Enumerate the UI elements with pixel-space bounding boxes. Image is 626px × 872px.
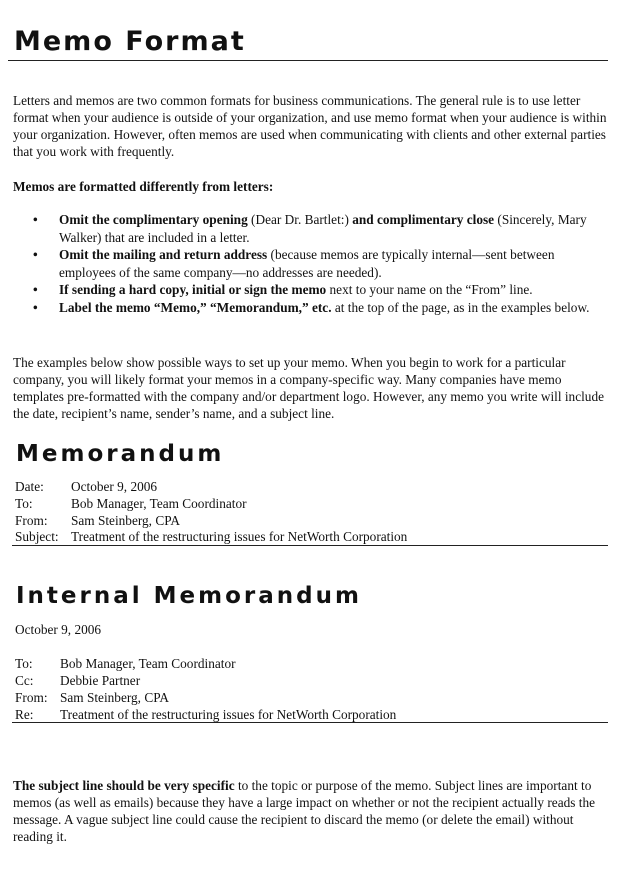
field-label: Date: [15,479,44,494]
memo2-date: October 9, 2006 [15,622,102,637]
intro-paragraph: Letters and memos are two common formats for business communications. The general rule is to use letter format when your audience is outside of your organization, and use memo format when your audience is within your organization. However, often memos are used when communicating with clients and other external parties that you work with frequently. [13,93,607,159]
subject-line-emphasis: The subject line should be very specific [13,778,235,793]
subject-line-paragraph [13,777,613,845]
field-label: Re: [15,707,34,722]
memo1-divider [12,545,608,546]
examples-paragraph: The examples below show possible ways to set up your memo. When you begin to work for a particular company, you will likely format your memos in a company-specific way. Many companies have memo templates pre-formatted with the company and/or department logo. However, any memo you write will include the date, recipient’s name, sender’s name, and a subject line. [13,355,605,421]
subject-line-text: to the topic or purpose of the memo. Subject lines are important to memos (as well as emails) because they have a large impact on whether or not the recipient actually reads the message. A vague subject line could cause the recipient to discard the memo (or delete the email) without reading it. [13,778,596,844]
list-item: • Omit the mailing and return address (because memos are typically internal—sent between employees of the same company—no addresses are needed). [33,247,555,280]
list-item: • Label the memo “Memo,” “Memorandum,” etc. at the top of the page, as in the examples below. [33,299,590,315]
field-value: Sam Steinberg, CPA [71,513,180,528]
field-label: To: [15,496,33,511]
list-item: • Omit the complimentary opening (Dear Dr. Bartlet:) and complimentary close (Sincerely, Mary Walker) that are included in a letter. [33,212,587,245]
memo2-divider [12,722,608,723]
memorandum-heading: Memorandum [16,441,225,467]
title-divider [8,60,608,61]
internal-memorandum-heading: Internal Memorandum [16,583,362,609]
field-label: Cc: [15,673,34,688]
list-item: • If sending a hard copy, initial or sign the memo next to your name on the “From” line. [33,282,533,297]
field-value: Treatment of the restructuring issues for NetWorth Corporation [71,529,408,544]
bullet-icon: • [33,282,38,297]
field-label: Subject: [15,529,59,544]
formatting-lead: Memos are formatted differently from letters: [13,179,274,194]
field-value: Treatment of the restructuring issues for NetWorth Corporation [60,707,397,722]
field-value: Sam Steinberg, CPA [60,690,169,705]
formatting-rules-list [13,211,603,316]
field-label: To: [15,656,33,671]
field-value: Bob Manager, Team Coordinator [71,496,247,511]
field-value: Bob Manager, Team Coordinator [60,656,236,671]
field-label: From: [15,513,48,528]
bullet-icon: • [33,212,38,227]
page-title: Memo Format [14,26,246,57]
bullet-icon: • [33,247,38,262]
bullet-icon: • [33,299,38,315]
field-value: Debbie Partner [60,673,141,688]
field-value: October 9, 2006 [71,479,158,494]
field-label: From: [15,690,48,705]
